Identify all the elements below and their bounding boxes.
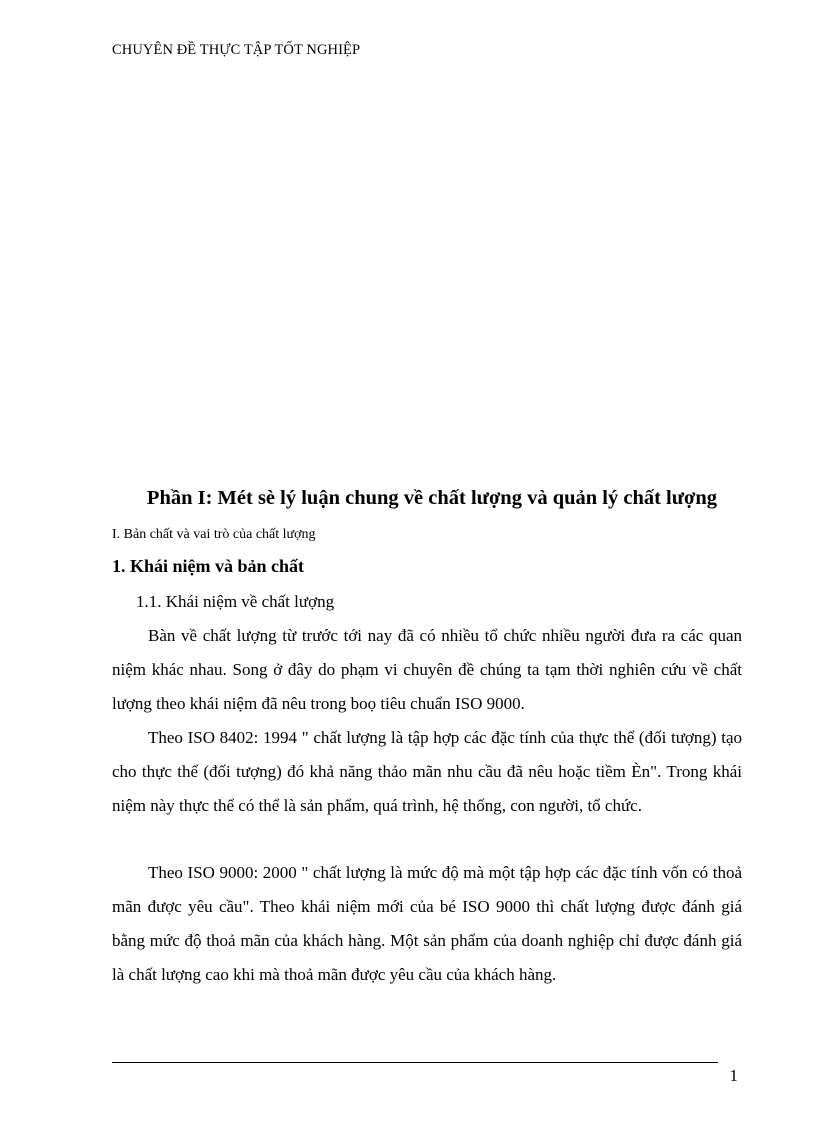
subsubsection-title: 1.1. Khái niệm về chất lượng	[136, 592, 335, 611]
body-paragraph-2: Theo ISO 8402: 1994 " chất lượng là tập hợp các đặc tính của thực thể (đối tượng) tạo cho thực thể (đối tượng) đó khả năng thảo mãn nhu cầu đã nêu hoặc tiềm Èn". Trong khái niệm này thực thể có thể là sản phẩm, quá trình, hệ thống, con người, tổ chức.	[112, 728, 742, 815]
body-paragraph-1: Bàn về chất lượng từ trước tới nay đã có nhiều tổ chức nhiều người đưa ra các quan niệm khác nhau. Song ở đây do phạm vi chuyên đề chúng ta tạm thời nghiên cứu về chất lượng theo khái niệm đã nêu trong boọ tiêu chuẩn ISO 9000.	[112, 626, 742, 713]
footer-divider	[112, 1062, 718, 1063]
section-title: I. Bản chất và vai trò của chất lượng	[112, 527, 316, 542]
part-title: Phần I: Mét sè lý luận chung về chất lượng và quản lý chất lượng	[146, 487, 718, 509]
running-header: CHUYÊN ĐỀ THỰC TẬP TỐT NGHIỆP	[112, 42, 361, 58]
body-paragraph-3: Theo ISO 9000: 2000 " chất lượng là mức độ mà một tập hợp các đặc tính vốn có thoả mãn được yêu cầu". Theo khái niệm mới của bé ISO 9000 thì chất lượng được đánh giá bằng mức độ thoả mãn của khách hàng. Một sản phẩm của doanh nghiệp chỉ được đánh giá là chất lượng cao khi mà thoả mãn được yêu cầu của khách hàng.	[112, 863, 742, 984]
subsection-title: 1. Khái niệm và bản chất	[112, 556, 305, 576]
page-number: 1	[729, 1066, 738, 1085]
